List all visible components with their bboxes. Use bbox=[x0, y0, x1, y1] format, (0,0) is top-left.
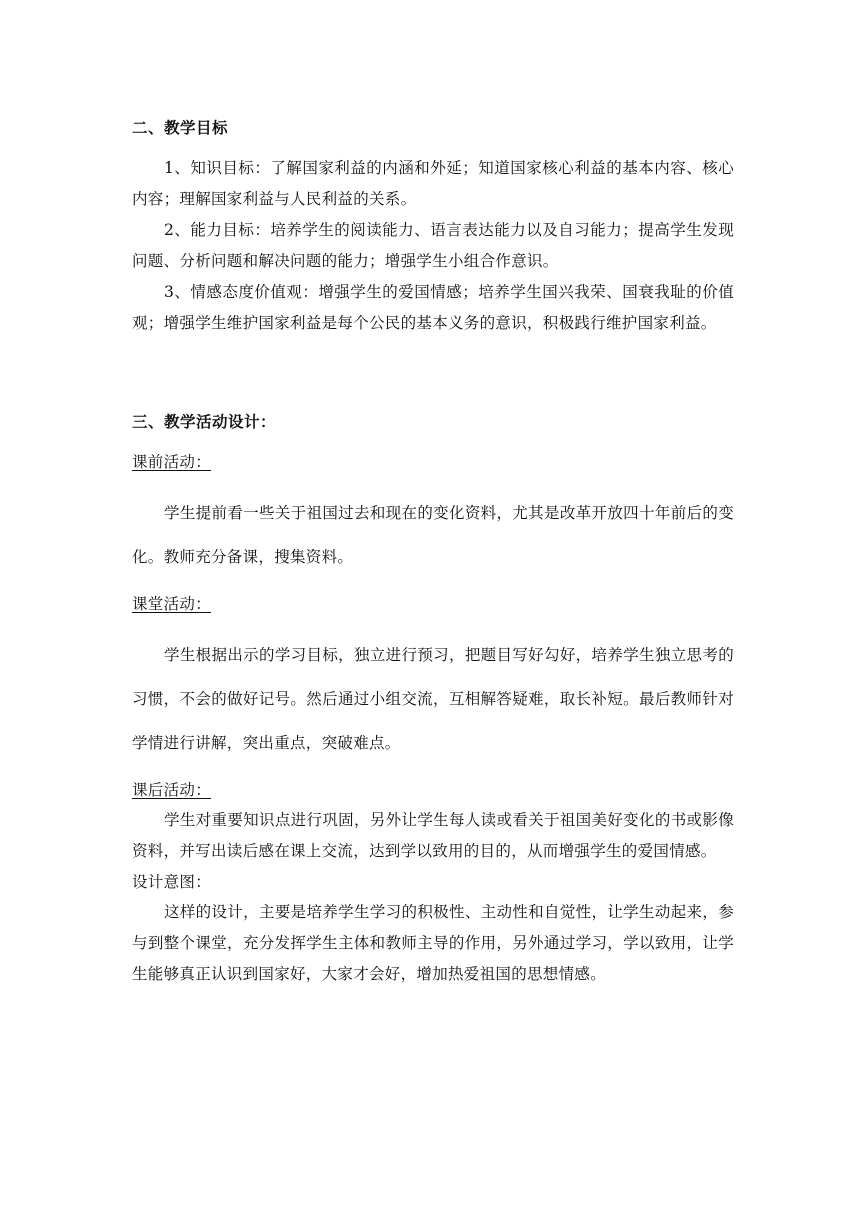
after-class-text: 学生对重要知识点进行巩固，另外让学生每人读或看关于祖国美好变化的书或影像资料，并写出读后感在课上交流，达到学以致用的目的，从而增强学生的爱国情感。 bbox=[132, 811, 734, 860]
spacer bbox=[132, 437, 734, 447]
pre-class-text: 学生提前看一些关于祖国过去和现在的变化资料，尤其是改革开放四十年前后的变化。教师充分备课，搜集资料。 bbox=[132, 504, 734, 566]
design-intent-text: 这样的设计，主要是培养学生学习的积极性、主动性和自觉性，让学生动起来，参与到整个课堂，充分发挥学生主体和教师主导的作用，另外通过学习，学以致用，让学生能够真正认识到国家好，大家才会好，增加热爱祖国的思想情感。 bbox=[132, 903, 734, 983]
spacer bbox=[132, 619, 734, 633]
in-class-label: 课堂活动： bbox=[132, 595, 212, 613]
pre-class-label: 课前活动： bbox=[132, 453, 212, 471]
section-heading-objectives: 二、教学目标 bbox=[132, 119, 229, 137]
spacer bbox=[132, 579, 734, 589]
after-class-label: 课后活动： bbox=[132, 781, 212, 799]
section-heading-activities: 三、教学活动设计： bbox=[132, 413, 277, 431]
objective-ability: 2、能力目标：培养学生的阅读能力、语言表达能力以及自习能力；提高学生发现问题、分析问题和解决问题的能力；增强学生小组合作意识。 bbox=[132, 221, 734, 270]
spacer bbox=[132, 143, 734, 153]
document-body bbox=[132, 113, 734, 990]
in-class-text: 学生根据出示的学习目标，独立进行预习，把题目写好勾好，培养学生独立思考的习惯，不会的做好记号。然后通过小组交流，互相解答疑难，取长补短。最后教师针对学情进行讲解，突出重点，突破难点。 bbox=[132, 646, 734, 752]
design-intent-label: 设计意图： bbox=[132, 873, 212, 891]
spacer bbox=[132, 765, 734, 775]
spacer bbox=[132, 477, 734, 491]
spacer bbox=[132, 339, 734, 407]
objective-emotion: 3、情感态度价值观：增强学生的爱国情感；培养学生国兴我荣、国衰我耻的价值观；增强学生维护国家利益是每个公民的基本义务的意识，积极践行维护国家利益。 bbox=[132, 283, 734, 332]
objective-knowledge: 1、知识目标：了解国家利益的内涵和外延；知道国家核心利益的基本内容、核心内容；理解国家利益与人民利益的关系。 bbox=[132, 159, 734, 208]
